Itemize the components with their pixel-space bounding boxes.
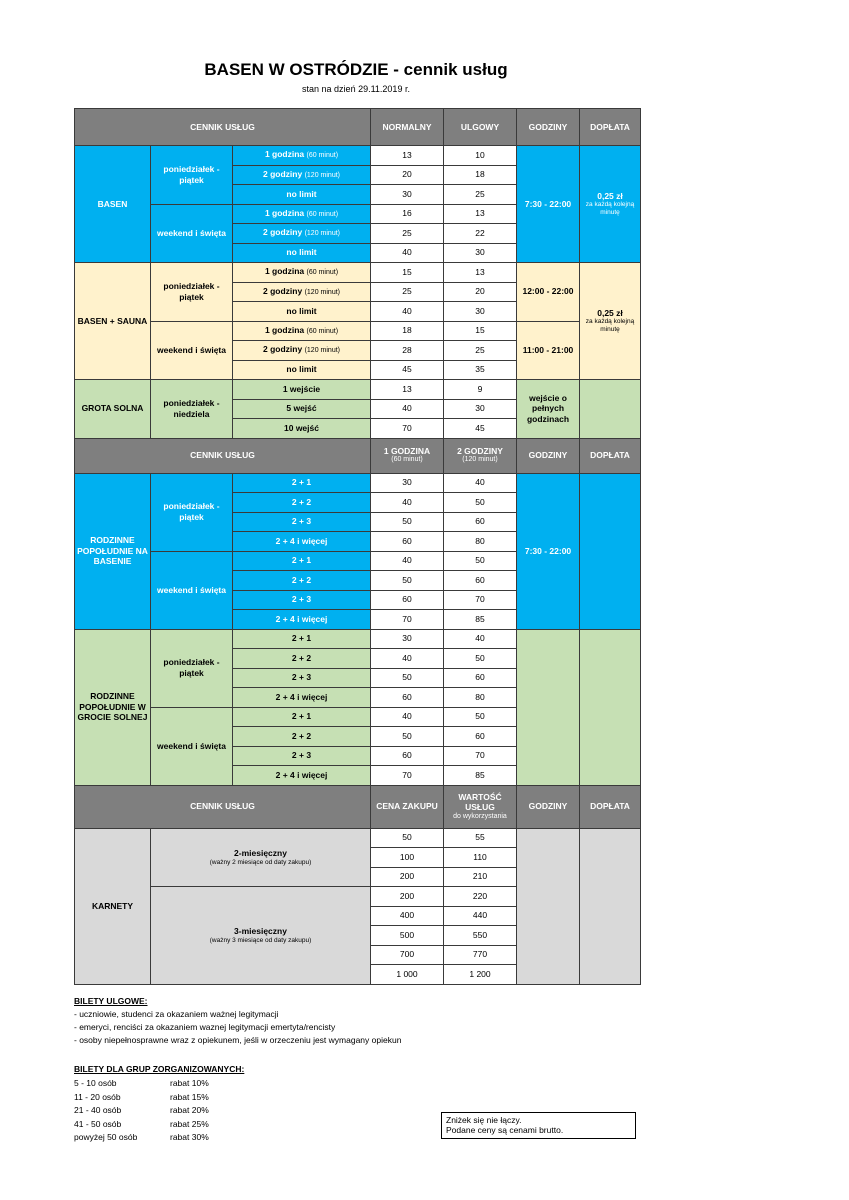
- section2-header-label: CENNIK USŁUG: [75, 438, 371, 473]
- price-2h: 40: [444, 473, 517, 493]
- option-label: 2 + 2: [233, 727, 371, 747]
- table-row: [75, 380, 641, 400]
- option-label: no limit: [233, 243, 371, 263]
- days-weekday: poniedziałek - piątek: [151, 473, 233, 551]
- option-label: 5 wejść: [233, 399, 371, 419]
- price-1h: 70: [371, 610, 444, 630]
- header-extra: DOPŁATA: [580, 438, 641, 473]
- price-2h: 60: [444, 668, 517, 688]
- header-hours: GODZINY: [517, 109, 580, 146]
- price-1h: 40: [371, 707, 444, 727]
- price-2h: 85: [444, 766, 517, 786]
- price-1h: 40: [371, 551, 444, 571]
- purchase-price: 50: [371, 828, 444, 848]
- header-normal: NORMALNY: [371, 109, 444, 146]
- option-label: 10 wejść: [233, 419, 371, 439]
- price-reduced: 45: [444, 419, 517, 439]
- price-1h: 30: [371, 473, 444, 493]
- price-normal: 40: [371, 243, 444, 263]
- option-label: no limit: [233, 185, 371, 205]
- service-sauna: BASEN + SAUNA: [75, 263, 151, 380]
- option-label: 2 + 2: [233, 649, 371, 669]
- price-normal: 16: [371, 204, 444, 224]
- days-weekday: poniedziałek - piątek: [151, 146, 233, 205]
- service-value: 55: [444, 828, 517, 848]
- service-family-pool: RODZINNE POPOŁUDNIE NA BASENIE: [75, 473, 151, 629]
- price-reduced: 22: [444, 224, 517, 244]
- price-normal: 20: [371, 165, 444, 185]
- purchase-price: 200: [371, 887, 444, 907]
- price-normal: 40: [371, 302, 444, 322]
- option-label: 2 + 1: [233, 629, 371, 649]
- service-value: 110: [444, 848, 517, 868]
- service-value: 770: [444, 945, 517, 965]
- reduced-tickets-info: [74, 996, 401, 1045]
- days-all-week: poniedziałek - niedziela: [151, 380, 233, 439]
- hours-karnety: [517, 828, 580, 984]
- extra-sauna: 0,25 zł za każdą kolejną minutę: [580, 263, 641, 380]
- price-reduced: 13: [444, 204, 517, 224]
- option-label: 2 + 4 i więcej: [233, 688, 371, 708]
- price-1h: 50: [371, 571, 444, 591]
- price-normal: 25: [371, 282, 444, 302]
- price-normal: 45: [371, 360, 444, 380]
- group-tickets-info: [74, 1064, 244, 1074]
- service-value: 440: [444, 906, 517, 926]
- header-hours: GODZINY: [517, 785, 580, 828]
- price-1h: 40: [371, 493, 444, 513]
- price-1h: 70: [371, 766, 444, 786]
- table-row: [75, 473, 641, 493]
- price-2h: 40: [444, 629, 517, 649]
- group-tickets-heading: BILETY DLA GRUP ZORGANIZOWANYCH:: [74, 1064, 245, 1074]
- group-discount: rabat 15%: [170, 1091, 209, 1102]
- extra-basen: 0,25 zł za każdą kolejną minutę: [580, 146, 641, 263]
- option-label: 2 + 1: [233, 707, 371, 727]
- price-2h: 50: [444, 707, 517, 727]
- section1-header: [75, 109, 641, 146]
- service-value: 550: [444, 926, 517, 946]
- price-2h: 70: [444, 746, 517, 766]
- group-discount: rabat 10%: [170, 1078, 209, 1088]
- price-normal: 70: [371, 419, 444, 439]
- extra-family-pool: [580, 473, 641, 629]
- pass-3-month: 3-miesięczny (ważny 3 miesiące od daty zakupu): [151, 887, 371, 985]
- header-price: CENA ZAKUPU: [371, 785, 444, 828]
- list-item: [74, 1132, 209, 1146]
- extra-family-grota: [580, 629, 641, 785]
- group-discount: rabat 30%: [170, 1132, 209, 1142]
- days-weekend: weekend i święta: [151, 551, 233, 629]
- table-row: [75, 263, 641, 283]
- option-label: 2 + 4 i więcej: [233, 610, 371, 630]
- price-reduced: 20: [444, 282, 517, 302]
- list-item: [74, 1092, 209, 1106]
- price-reduced: 25: [444, 185, 517, 205]
- purchase-price: 700: [371, 945, 444, 965]
- page-title: BASEN W OSTRÓDZIE - cennik usług: [204, 60, 508, 79]
- price-1h: 40: [371, 649, 444, 669]
- days-weekend: weekend i święta: [151, 707, 233, 785]
- option-label: 2 + 1: [233, 551, 371, 571]
- price-reduced: 30: [444, 302, 517, 322]
- option-label: no limit: [233, 360, 371, 380]
- header-value: WARTOŚĆ USŁUG do wykorzystania: [444, 785, 517, 828]
- price-reduced: 15: [444, 321, 517, 341]
- option-label: 1 godzina (60 minut): [233, 146, 371, 166]
- option-label: 2 + 2: [233, 493, 371, 513]
- option-label: 1 wejście: [233, 380, 371, 400]
- purchase-price: 100: [371, 848, 444, 868]
- header-extra: DOPŁATA: [580, 109, 641, 146]
- price-reduced: 10: [444, 146, 517, 166]
- header-extra: DOPŁATA: [580, 785, 641, 828]
- group-size: 11 - 20 osób: [74, 1091, 121, 1102]
- option-label: 2 godziny (120 minut): [233, 282, 371, 302]
- reduced-item: - emeryci, renciści za okazaniem waznej legitymacji emertyta/rencisty: [74, 1022, 336, 1032]
- hours-family-pool: 7:30 - 22:00: [517, 473, 580, 629]
- purchase-price: 1 000: [371, 965, 444, 985]
- option-label: 2 + 2: [233, 571, 371, 591]
- price-1h: 50: [371, 668, 444, 688]
- price-2h: 50: [444, 551, 517, 571]
- group-size: 5 - 10 osób: [74, 1078, 117, 1088]
- table-row: [75, 828, 641, 848]
- list-item: [74, 1119, 209, 1133]
- price-2h: 80: [444, 688, 517, 708]
- option-label: 2 + 3: [233, 590, 371, 610]
- service-value: 210: [444, 867, 517, 887]
- service-basen: BASEN: [75, 146, 151, 263]
- price-normal: 25: [371, 224, 444, 244]
- group-discount: rabat 25%: [170, 1118, 209, 1129]
- option-label: 2 + 3: [233, 746, 371, 766]
- section1-header-label: CENNIK USŁUG: [75, 109, 371, 146]
- extra-grota: [580, 380, 641, 439]
- price-normal: 18: [371, 321, 444, 341]
- price-normal: 28: [371, 341, 444, 361]
- price-normal: 30: [371, 185, 444, 205]
- price-normal: 40: [371, 399, 444, 419]
- group-discount: rabat 20%: [170, 1105, 209, 1115]
- price-reduced: 18: [444, 165, 517, 185]
- price-1h: 50: [371, 512, 444, 532]
- option-label: 2 + 3: [233, 512, 371, 532]
- hours-family-grota: [517, 629, 580, 785]
- note-gross-prices: Podane ceny są cenami brutto.: [446, 1125, 564, 1135]
- option-label: 2 + 3: [233, 668, 371, 688]
- pass-2-month: 2-miesięczny (ważny 2 miesiące od daty zakupu): [151, 828, 371, 887]
- list-item: [74, 1078, 209, 1092]
- reduced-item: - uczniowie, studenci za okazaniem ważnej legitymacji: [74, 1009, 279, 1019]
- table-row: [75, 146, 641, 166]
- list-item: [74, 1105, 209, 1119]
- purchase-price: 500: [371, 926, 444, 946]
- price-2h: 85: [444, 610, 517, 630]
- group-size: 21 - 40 osób: [74, 1105, 122, 1115]
- option-label: 1 godzina (60 minut): [233, 321, 371, 341]
- price-notes-box: [441, 1112, 636, 1139]
- price-reduced: 35: [444, 360, 517, 380]
- service-family-grota: RODZINNE POPOŁUDNIE W GROCIE SOLNEJ: [75, 629, 151, 785]
- price-2h: 70: [444, 590, 517, 610]
- header-reduced: ULGOWY: [444, 109, 517, 146]
- price-2h: 50: [444, 649, 517, 669]
- service-grota: GROTA SOLNA: [75, 380, 151, 439]
- option-label: 2 + 1: [233, 473, 371, 493]
- hours-sauna-weekday: 12:00 - 22:00: [517, 263, 580, 322]
- days-weekday: poniedziałek - piątek: [151, 629, 233, 707]
- price-1h: 50: [371, 727, 444, 747]
- table-row: [75, 321, 641, 341]
- price-1h: 60: [371, 746, 444, 766]
- price-normal: 13: [371, 146, 444, 166]
- service-karnety: KARNETY: [75, 828, 151, 984]
- note-no-combining: Zniżek się nie łączy.: [446, 1115, 522, 1125]
- price-reduced: 9: [444, 380, 517, 400]
- reduced-item: - osoby niepełnosprawne wraz z opiekunem, jeśli w orzeczeniu jest wymagany opiekun: [74, 1035, 402, 1045]
- price-reduced: 25: [444, 341, 517, 361]
- section3-header-label: CENNIK USŁUG: [75, 785, 371, 828]
- hours-sauna-weekend: 11:00 - 21:00: [517, 321, 580, 380]
- price-2h: 80: [444, 532, 517, 552]
- price-1h: 60: [371, 590, 444, 610]
- price-1h: 30: [371, 629, 444, 649]
- purchase-price: 200: [371, 867, 444, 887]
- group-size: 41 - 50 osób: [74, 1118, 122, 1129]
- group-discounts: [74, 1078, 209, 1146]
- extra-karnety: [580, 828, 641, 984]
- days-weekend: weekend i święta: [151, 321, 233, 380]
- option-label: 2 godziny (120 minut): [233, 165, 371, 185]
- price-reduced: 30: [444, 243, 517, 263]
- hours-basen: 7:30 - 22:00: [517, 146, 580, 263]
- section2-header: [75, 438, 641, 473]
- option-label: 2 godziny (120 minut): [233, 341, 371, 361]
- price-1h: 60: [371, 532, 444, 552]
- option-label: 2 + 4 i więcej: [233, 766, 371, 786]
- days-weekday: poniedziałek - piątek: [151, 263, 233, 322]
- price-2h: 50: [444, 493, 517, 513]
- price-reduced: 13: [444, 263, 517, 283]
- reduced-tickets-heading: BILETY ULGOWE:: [74, 996, 148, 1006]
- header-2h: 2 GODZINY (120 minut): [444, 438, 517, 473]
- group-size: powyżej 50 osób: [74, 1132, 138, 1142]
- price-table: [74, 108, 641, 985]
- service-value: 220: [444, 887, 517, 907]
- price-reduced: 30: [444, 399, 517, 419]
- page-subtitle: stan na dzień 29.11.2019 r.: [302, 84, 410, 94]
- price-normal: 15: [371, 263, 444, 283]
- hours-grota: wejście o pełnych godzinach: [517, 380, 580, 439]
- option-label: 2 godziny (120 minut): [233, 224, 371, 244]
- header-hours: GODZINY: [517, 438, 580, 473]
- table-row: [75, 629, 641, 649]
- option-label: 1 godzina (60 minut): [233, 263, 371, 283]
- days-weekend: weekend i święta: [151, 204, 233, 263]
- option-label: 1 godzina (60 minut): [233, 204, 371, 224]
- service-value: 1 200: [444, 965, 517, 985]
- price-2h: 60: [444, 512, 517, 532]
- header-1h: 1 GODZINA (60 minut): [371, 438, 444, 473]
- price-2h: 60: [444, 571, 517, 591]
- price-1h: 60: [371, 688, 444, 708]
- price-2h: 60: [444, 727, 517, 747]
- section3-header: [75, 785, 641, 828]
- price-normal: 13: [371, 380, 444, 400]
- option-label: 2 + 4 i więcej: [233, 532, 371, 552]
- option-label: no limit: [233, 302, 371, 322]
- purchase-price: 400: [371, 906, 444, 926]
